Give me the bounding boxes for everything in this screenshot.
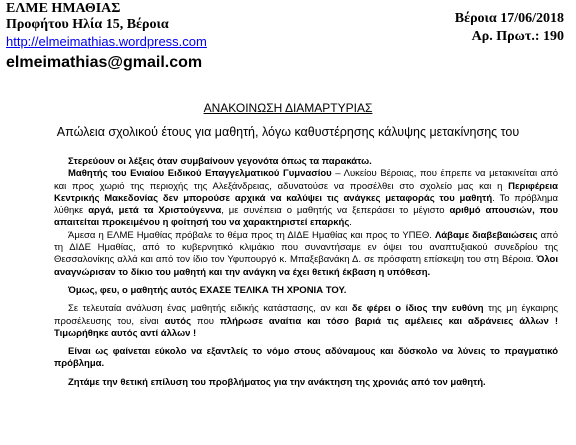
protocol-number: Αρ. Πρωτ.: 190 bbox=[471, 29, 564, 44]
p5-bold-2: αυτός bbox=[164, 315, 192, 327]
announcement-body bbox=[54, 156, 558, 389]
p2-bold-3: αργά, μετά τα Χριστούγεννα bbox=[88, 205, 222, 217]
page-subtitle: Απώλεια σχολικού έτους για μαθητή, λόγω καθυστέρησης κάλυψης μετακίνησης του bbox=[56, 125, 520, 139]
p2-bold-2: Περιφέρεια Κεντρικής Μακεδονίας δεν μπορούσε αρχικά να καλύψει τις ανάγκες μεταφοράς του μαθητή bbox=[54, 180, 558, 204]
p2-text-1: – Λυκείου Βέροιας, που έπρεπε να μετακινείται από και προς χωριό της περιοχής της Αλεξάνδρειας, αδυνατούσε να προσέλθει στο σχολείο μας και η bbox=[54, 168, 558, 192]
paragraph-7 bbox=[54, 377, 558, 389]
paragraph-4 bbox=[54, 285, 558, 297]
p2-bold-1: Μαθητής του Ενιαίου Ειδικού Επαγγελματικού Γυμνασίου bbox=[68, 168, 332, 180]
p3-text-1: Άμεσα η ΕΛΜΕ Ημαθίας πρόβαλε το θέμα προς τη ΔΙΔΕ Ημαθίας και προς το ΥΠΕΘ. bbox=[68, 229, 435, 241]
p3-text-2: από τη ΔΙΔΕ Ημαθίας, από το κυβερνητικό κλιμάκιο που συναντήσαμε εν όψει του αναπτυξιακού συνεδρίου της Θεσσαλονίκης αλλά και από τον ίδιο τον Υφυπουργό κ. Μπαξεβανάκη Δ. σε πρόσφατη επίσκεψη του στη Βέροια. bbox=[54, 229, 558, 266]
p7-text: Ζητάμε την θετική επίλυση του προβλήματος για την ανάκτηση της χρονιάς από τον μαθητή. bbox=[68, 376, 486, 388]
letterhead bbox=[6, 1, 207, 73]
p1-text: Στερεύουν οι λέξεις όταν συμβαίνουν γεγονότα όπως τα παρακάτω. bbox=[68, 156, 372, 167]
p5-bold-3: πλήρωσε αναίτια και τόσο βαριά τις αμέλειες και αδράνειες άλλων ! Τιμωρήθηκε αυτός αντί άλλων ! bbox=[54, 315, 558, 339]
p3-bold-1: Λάβαμε διαβεβαιώσεις bbox=[434, 229, 538, 241]
paragraph-6 bbox=[54, 346, 558, 371]
p3-bold-2: Όλοι αναγνώρισαν το δίκιο του μαθητή και την ανάγκη να έχει θετική έκβαση η υπόθεση. bbox=[54, 254, 558, 278]
place-date: Βέροια 17/06/2018 bbox=[454, 11, 564, 26]
date-protocol-block bbox=[368, 10, 564, 46]
p2-text-2: . Το πρόβλημα λύθηκε bbox=[54, 192, 559, 217]
p5-bold-1: δε φέρει ο ίδιος την ευθύνη bbox=[351, 303, 484, 315]
paragraph-5 bbox=[54, 303, 558, 340]
p5-text-3: που bbox=[191, 315, 220, 327]
website-link[interactable]: http://elmeimathias.wordpress.com bbox=[6, 34, 207, 49]
p4-text: Όμως, φευ, ο μαθητής αυτός ΕΧΑΣΕ ΤΕΛΙΚΑ ΤΗ ΧΡΟΝΙΑ ΤΟΥ. bbox=[68, 284, 347, 296]
p2-bold-4: αριθμό απουσιών, που απαιτείται προκειμένου η φοίτησή του να χαρακτηριστεί επαρκής bbox=[54, 205, 558, 229]
paragraph-2 bbox=[54, 168, 558, 229]
p2-text-3: , με συνέπεια ο μαθητής να ξεπεράσει το μέγιστο bbox=[221, 205, 450, 217]
p6-text: Είναι ως φαίνεται εύκολο να εξαντλείς το νόμο στους αδύναμους και δύσκολο να λύνεις το πραγματικό πρόβλημα. bbox=[54, 346, 558, 370]
p2-text-4: . bbox=[349, 217, 352, 229]
p5-text-1: Σε τελευταία ανάλυση ένας μαθητής ειδικής κατάστασης, αν και bbox=[68, 303, 352, 315]
org-name: ΕΛΜΕ ΗΜΑΘΙΑΣ bbox=[6, 1, 121, 16]
paragraph-1 bbox=[54, 156, 558, 168]
org-email: elmeimathias@gmail.com bbox=[6, 54, 203, 71]
page-title: ΑΝΑΚΟΙΝΩΣΗ ΔΙΑΜΑΡΤΥΡΙΑΣ bbox=[203, 101, 373, 115]
p5-text-2: της μη έγκαιρης προσέλευσης του, είναι bbox=[54, 303, 558, 327]
paragraph-3 bbox=[54, 230, 558, 279]
org-address: Προφήτου Ηλία 15, Βέροια bbox=[6, 17, 169, 32]
